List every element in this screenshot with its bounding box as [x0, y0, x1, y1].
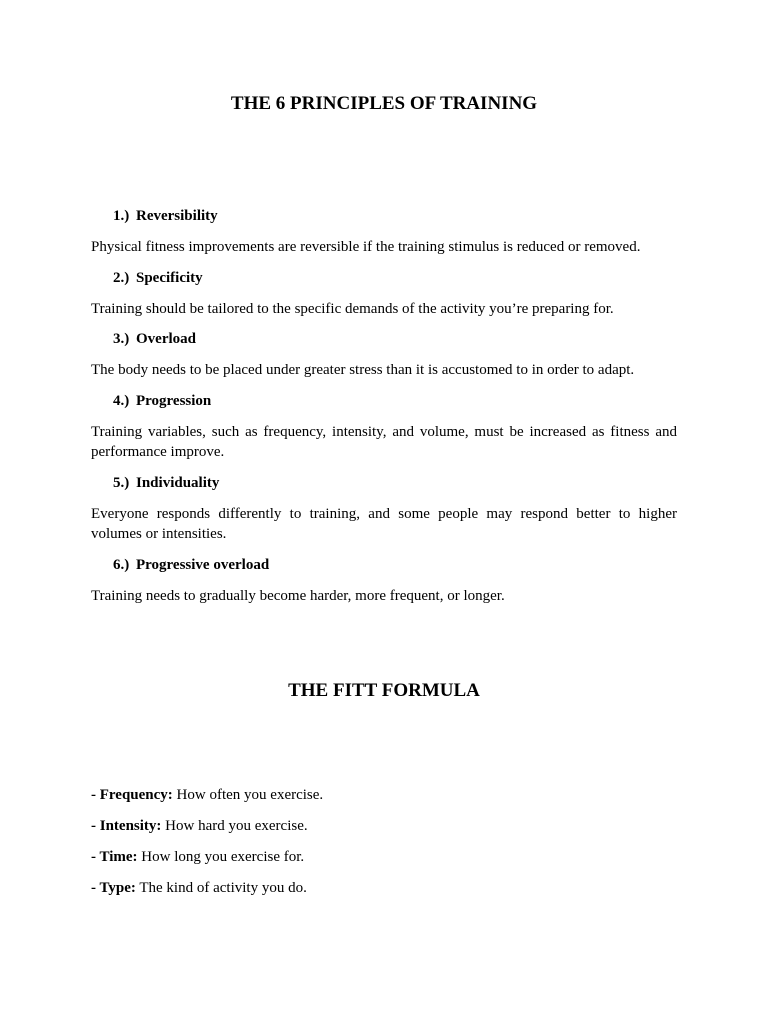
fitt-term: - Intensity:: [91, 818, 162, 834]
principle-heading: [113, 329, 677, 349]
principle-item: [91, 206, 677, 258]
fitt-list: [91, 785, 677, 909]
principle-number: 3.): [113, 331, 130, 347]
principle-text: Everyone responds differently to training, and some people may respond better to higher volumes or intensities.: [91, 505, 677, 542]
page-title: THE 6 PRINCIPLES OF TRAINING: [230, 93, 538, 114]
fitt-term: - Time:: [91, 849, 138, 865]
principle-title: Individuality: [136, 474, 220, 491]
principle-text: Physical fitness improvements are reversible if the training stimulus is reduced or removed.: [91, 239, 641, 255]
principle-heading: [113, 473, 677, 493]
principle-number: 4.): [113, 392, 130, 409]
fitt-title: THE FITT FORMULA: [288, 680, 480, 701]
principle-item: [91, 268, 677, 320]
fitt-definition: The kind of activity you do.: [135, 880, 307, 896]
fitt-term: - Frequency:: [91, 787, 173, 803]
principle-title: Overload: [136, 331, 196, 347]
principle-title: Progressive overload: [136, 556, 270, 573]
principle-title: Specificity: [136, 269, 203, 286]
principle-item: [91, 473, 677, 545]
principles-list: [91, 206, 677, 616]
principle-item: [91, 329, 677, 381]
principle-heading: [113, 268, 677, 288]
principle-text: The body needs to be placed under greater stress than it is accustomed to in order to adapt.: [91, 362, 635, 378]
principle-number: 6.): [113, 556, 130, 573]
fitt-item: [91, 816, 677, 836]
principle-text: Training should be tailored to the specific demands of the activity you’re preparing for.: [91, 300, 614, 317]
principle-item: [91, 555, 677, 607]
principle-text: Training variables, such as frequency, intensity, and volume, must be increased as fitness and performance improve.: [91, 423, 677, 460]
principle-number: 2.): [113, 269, 130, 286]
principle-text: Training needs to gradually become harder, more frequent, or longer.: [91, 587, 505, 604]
principle-heading: [113, 391, 677, 411]
principle-number: 1.): [113, 208, 130, 224]
principle-title: Reversibility: [136, 208, 218, 224]
principle-heading: [113, 555, 677, 575]
fitt-definition: How often you exercise.: [172, 787, 324, 803]
fitt-definition: How long you exercise for.: [137, 849, 305, 865]
fitt-definition: How hard you exercise.: [161, 818, 308, 834]
principle-item: [91, 391, 677, 463]
fitt-item: [91, 785, 677, 805]
fitt-term: - Type:: [91, 880, 136, 896]
principle-heading: [113, 206, 677, 226]
fitt-item: [91, 878, 677, 898]
fitt-item: [91, 847, 677, 867]
principle-title: Progression: [136, 392, 212, 409]
principle-number: 5.): [113, 474, 130, 491]
